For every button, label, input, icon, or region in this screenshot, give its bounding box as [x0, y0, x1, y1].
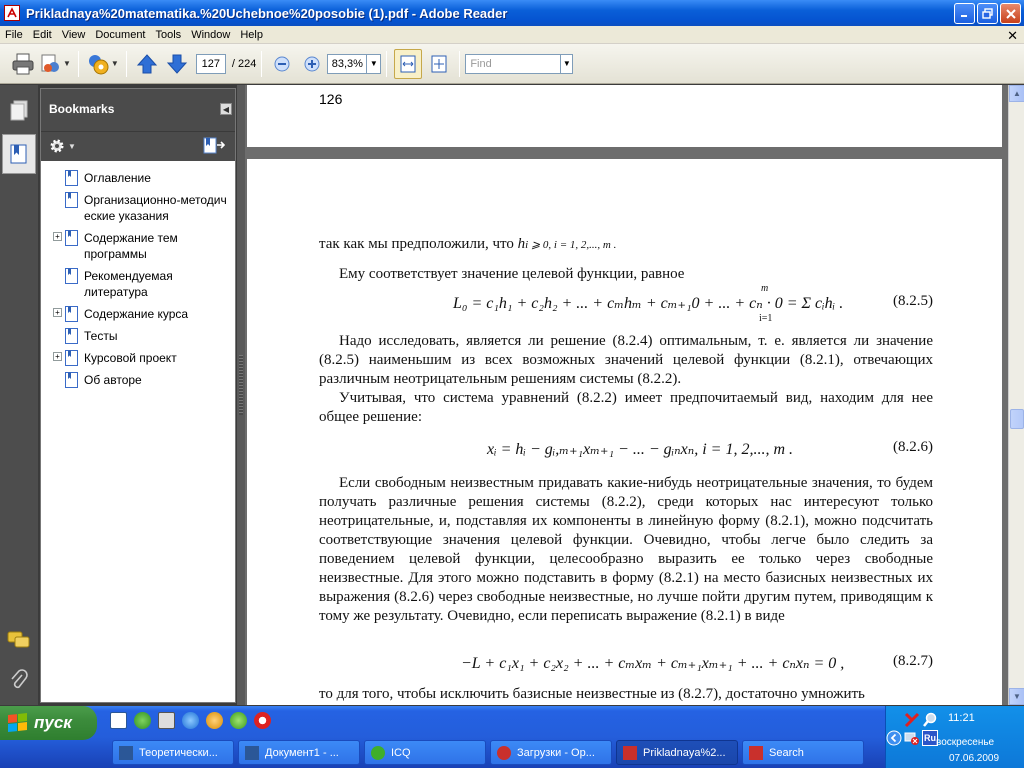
collapse-panel-button[interactable]: ◀ [220, 103, 232, 115]
system-tray [885, 706, 1024, 768]
bookmark-item-course[interactable] [41, 303, 235, 325]
network-icon[interactable] [904, 730, 920, 746]
bookmark-options-button[interactable] [49, 138, 76, 154]
formula-text: −L + c₁x₁ + c₂x₂ + ... + cₘxₘ + cₘ₊₁xₘ₊₁ + ... + cₙxₙ = 0 , [461, 655, 845, 672]
formula-text: L₀ = c₁h₁ + c₂h₂ + ... + cₘhₘ + cₘ₊₁0 + ... + cₙ · 0 = Σ cᵢhᵢ . [453, 295, 844, 312]
fit-width-icon [398, 54, 418, 74]
zoom-out-button[interactable] [269, 49, 295, 79]
gear-icon [49, 138, 65, 154]
bookmarks-list [41, 161, 235, 391]
document-view [245, 85, 1008, 705]
task-button-downloads[interactable] [490, 740, 612, 765]
paragraph-4: Учитывая, что система уравнений (8.2.2) имеет предпочитаемый вид, находим для нее общее решение: [319, 390, 933, 425]
gear-icon [86, 52, 110, 76]
comments-tab[interactable] [2, 621, 36, 661]
adobe-reader-icon [4, 5, 20, 21]
expand-icon[interactable]: + [53, 232, 62, 241]
opera-icon[interactable] [254, 712, 271, 729]
menu-edit[interactable]: Edit [32, 28, 52, 41]
formula-text: xᵢ = hᵢ − gᵢ,ₘ₊₁xₘ₊₁ − ... − gᵢₙxₙ, i = 1, 2,..., m . [487, 441, 794, 458]
bookmark-item-author[interactable] [41, 369, 235, 391]
bookmark-item-contents[interactable] [41, 167, 235, 189]
sum-upper-limit: m [761, 283, 769, 294]
desktop-icon[interactable] [158, 712, 175, 729]
paragraph-6: то для того, чтобы исключить базисные неизвестные из (8.2.7), достаточно умножить [319, 686, 865, 702]
attachments-tab[interactable] [2, 660, 36, 700]
scroll-thumb[interactable] [1010, 409, 1024, 429]
scroll-down-button[interactable]: ▼ [1009, 688, 1024, 705]
formula-8-2-7 [319, 653, 933, 677]
task-label: Search [769, 746, 804, 759]
word-icon[interactable] [110, 712, 127, 729]
restore-button[interactable] [977, 3, 998, 24]
internet-explorer-icon[interactable] [182, 712, 199, 729]
bookmarks-title: Bookmarks [49, 102, 115, 116]
new-bookmark-button[interactable] [203, 137, 225, 158]
previous-page [247, 85, 1002, 147]
zoom-dropdown-button[interactable]: ▼ [367, 54, 381, 74]
adobe-reader-icon [749, 746, 763, 760]
paragraph-2: Ему соответствует значение целевой функции, равное [339, 266, 685, 282]
bookmark-icon [65, 230, 78, 246]
formula-8-2-5 [319, 283, 933, 324]
task-label: Prikladnaya%2... [643, 746, 726, 759]
text: так как мы предположили, что [319, 236, 518, 252]
find-input[interactable]: Find [465, 54, 561, 74]
arrow-up-icon [136, 53, 158, 75]
formula-number: (8.2.6) [893, 439, 933, 455]
bookmark-label: Тесты [84, 329, 118, 343]
document-page [247, 159, 1002, 705]
task-label: ICQ [391, 746, 411, 759]
expand-icon[interactable]: + [53, 352, 62, 361]
task-button-icq[interactable] [364, 740, 486, 765]
menu-document[interactable]: Document [95, 28, 146, 41]
clock-date: 07.06.2009 [949, 753, 1000, 764]
opera-icon [497, 746, 511, 760]
chevron-down-icon: ▼ [68, 141, 76, 151]
adobe-reader-icon [623, 746, 637, 760]
menu-bar [0, 26, 1024, 44]
fit-page-icon [429, 54, 449, 74]
messenger-icon[interactable] [230, 712, 247, 729]
word-document-icon [119, 746, 133, 760]
formula-number: (8.2.7) [893, 653, 933, 669]
task-button-pdf[interactable] [616, 740, 738, 765]
start-button[interactable] [0, 706, 97, 740]
bookmarks-tab[interactable] [2, 134, 36, 174]
menu-file[interactable]: File [5, 28, 23, 41]
bookmark-icon [9, 143, 29, 165]
bookmark-label: Рекомендуемая литература [84, 269, 173, 299]
scroll-up-button[interactable]: ▲ [1009, 85, 1024, 102]
bookmark-icon [65, 192, 78, 208]
bookmark-item-topics[interactable] [41, 227, 235, 265]
fit-page-button[interactable] [426, 49, 452, 79]
icq-icon [371, 746, 385, 760]
sum-lower-limit: i=1 [759, 313, 773, 324]
bookmark-label: Об авторе [84, 373, 142, 387]
window-title: Prikladnaya%20matematika.%20Uchebnoe%20posobie (1).pdf - Adobe Reader [26, 5, 508, 21]
previous-page-button[interactable] [134, 49, 160, 79]
minimize-button[interactable] [954, 3, 975, 24]
share-icon [40, 53, 62, 75]
bookmark-label: Курсовой проект [84, 351, 177, 365]
find-dropdown-button[interactable]: ▼ [561, 54, 573, 74]
media-player-icon[interactable] [206, 712, 223, 729]
word-document-icon [245, 746, 259, 760]
bookmark-item-methodical[interactable] [41, 189, 235, 227]
bookmarks-header [41, 89, 235, 131]
bookmark-item-literature[interactable] [41, 265, 235, 303]
zoom-level-input[interactable]: 83,3% [327, 54, 367, 74]
bookmarks-panel [40, 88, 236, 703]
paragraph-5: Если свободным неизвестным придавать какие-нибудь неотрицательные значения, то будем получать различные решения системы (8.2.2), среди которых нас интересуют только неотрицательные, и, подставляя их компоненты в линейную форму (8.2.1), можно подсчитать соответствующие значения целевой функции. Очевидно, чтобы легче было следить за поведением целевой функции, целесообразно выразить ее только через свободные неизвестные. Для этого можно подставить в форму (8.2.1) на место базисных неизвестных их выражения (8.2.6) через свободные неизвестные, но лучше пойти другим путем, приводящим к тому же результату. Очевидно, если переписать выражение (8.2.1) в виде [319, 475, 933, 624]
panel-splitter[interactable] [237, 85, 245, 705]
menu-view[interactable]: View [61, 28, 86, 41]
fit-width-button[interactable] [394, 49, 422, 79]
paperclip-icon [10, 669, 28, 691]
title-bar [0, 0, 1024, 26]
pages-icon [9, 100, 29, 122]
windows-logo-icon [8, 713, 28, 733]
clock-day: воскресенье [936, 737, 995, 748]
bookmarks-toolbar [41, 131, 235, 161]
task-button-document1[interactable] [238, 740, 360, 765]
next-page-button[interactable] [164, 49, 190, 79]
current-page-input[interactable]: 127 [196, 54, 226, 74]
search-icon[interactable] [922, 712, 938, 728]
task-button-theory[interactable] [112, 740, 234, 765]
bookmark-icon [65, 372, 78, 388]
bookmark-label: Организационно-методические указания [84, 193, 227, 223]
clock-time[interactable]: 11:21 [948, 712, 975, 724]
taskbar [0, 706, 1024, 768]
paragraph-3: Надо исследовать, является ли решение (8.2.4) оптимальным, т. е. является ли значение (8.2.5) наименьшим из всех возможных значений целевой функции (8.2.1), отвечающих различным неотрицательным решениям системы (8.2.2). [319, 333, 933, 387]
task-buttons [112, 740, 864, 765]
bookmark-item-tests[interactable] [41, 325, 235, 347]
pages-tab[interactable] [2, 91, 36, 131]
paragraph-1 [319, 235, 933, 255]
chevron-down-icon: ▼ [110, 59, 119, 68]
arrow-down-icon [166, 53, 188, 75]
inline-math: hi ⩾ 0, i = 1, 2,..., m . [517, 236, 617, 252]
bookmark-label: Оглавление [84, 171, 151, 185]
menu-tools[interactable]: Tools [155, 28, 182, 41]
navigation-pane [0, 85, 38, 705]
start-label: пуск [34, 713, 72, 732]
collaborate-button[interactable] [40, 49, 71, 79]
task-label: Теоретически... [139, 746, 218, 759]
zoom-in-button[interactable] [299, 49, 325, 79]
expand-icon[interactable]: + [53, 308, 62, 317]
total-pages: / 224 [231, 57, 257, 70]
zoom-in-icon [304, 56, 320, 72]
bookmark-label: Содержание тем программы [84, 231, 178, 261]
icq-icon[interactable] [134, 712, 151, 729]
new-bookmark-icon [203, 137, 225, 155]
task-label: Загрузки - Ор... [517, 746, 595, 759]
language-indicator[interactable]: Ru [922, 730, 938, 746]
bookmark-icon [65, 306, 78, 322]
bookmark-item-project[interactable] [41, 347, 235, 369]
document-close-icon[interactable]: ✕ [1007, 28, 1018, 43]
quick-launch [110, 712, 271, 729]
task-button-search[interactable] [742, 740, 864, 765]
zoom-out-icon [274, 56, 290, 72]
bookmark-icon [65, 328, 78, 344]
bookmark-icon [65, 268, 78, 284]
menu-window[interactable]: Window [191, 28, 231, 41]
menu-help[interactable]: Help [240, 28, 263, 41]
close-button[interactable] [1000, 3, 1021, 24]
formula-number: (8.2.5) [893, 293, 933, 309]
page-number: 126 [319, 91, 343, 107]
bookmark-icon [65, 170, 78, 186]
printer-icon [11, 53, 35, 75]
comment-icon [7, 631, 31, 651]
show-hidden-icons-button[interactable] [886, 730, 902, 746]
chevron-down-icon: ▼ [63, 59, 71, 68]
vertical-scrollbar[interactable] [1008, 85, 1024, 705]
toolbar [0, 44, 1024, 84]
print-button[interactable] [10, 49, 36, 79]
bookmark-icon [65, 350, 78, 366]
settings-button[interactable] [86, 49, 119, 79]
bookmark-label: Содержание курса [84, 307, 189, 321]
kaspersky-icon[interactable] [904, 712, 920, 728]
formula-8-2-6 [319, 439, 933, 463]
task-label: Документ1 - ... [265, 746, 339, 759]
